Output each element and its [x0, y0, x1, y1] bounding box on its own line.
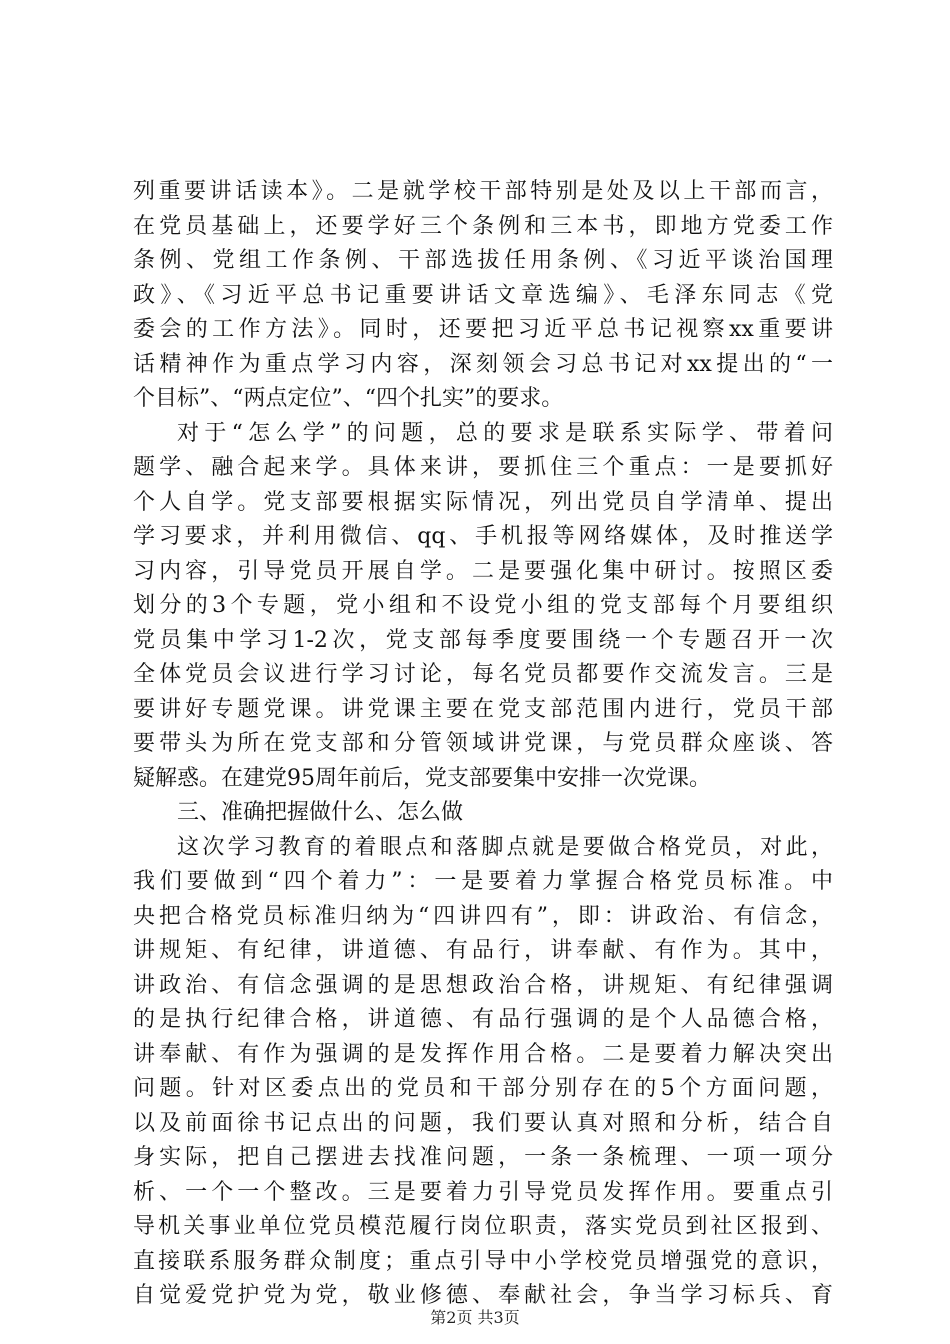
text-line: 全体党员会议进行学习讨论，每名党员都要作交流发言。三是	[133, 662, 833, 687]
text-line: 疑解惑。在建党95周年前后，党支部要集中安排一次党课。	[133, 765, 711, 791]
text-line: 列重要讲话读本》。二是就学校干部特别是处及以上干部而言，	[133, 179, 833, 204]
text-line: 要带头为所在党支部和分管领域讲党课，与党员群众座谈、答	[133, 731, 833, 756]
paragraph-first-line: 对于“怎么学”的问题，总的要求是联系实际学、带着问	[177, 420, 833, 446]
text-line: 导机关事业单位党员模范履行岗位职责，落实党员到社区报到、	[133, 1214, 833, 1239]
text-line: 个人自学。党支部要根据实际情况，列出党员自学清单、提出	[133, 489, 833, 515]
text-line: 央把合格党员标准归纳为“四讲四有”，即：讲政治、有信念，	[133, 903, 833, 929]
text-line: 我们要做到“四个着力”：一是要着力掌握合格党员标准。中	[133, 869, 833, 894]
text-line: 题学、融合起来学。具体来讲，要抓住三个重点：一是要抓好	[133, 455, 833, 480]
text-line: 话精神作为重点学习内容，深刻领会习总书记对xx提出的“一	[133, 351, 833, 377]
text-line: 个目标”、“两点定位”、“四个扎实”的要求。	[133, 386, 564, 411]
text-line: 党员集中学习1-2次，党支部每季度要围绕一个专题召开一次	[133, 627, 833, 653]
text-line: 在党员基础上，还要学好三个条例和三本书，即地方党委工作	[133, 213, 833, 239]
text-line: 条例、党组工作条例、干部选拔任用条例、《习近平谈治国理	[133, 248, 833, 273]
page-number-footer: 第2页 共3页	[430, 1308, 520, 1327]
text-line: 划分的3个专题，党小组和不设党小组的党支部每个月要组织	[133, 593, 833, 618]
text-line: 以及前面徐书记点出的问题，我们要认真对照和分析，结合自	[133, 1110, 833, 1136]
text-line: 直接联系服务群众制度；重点引导中小学校党员增强党的意识，	[133, 1248, 833, 1274]
text-line: 析、一个一个整改。三是要着力引导党员发挥作用。要重点引	[133, 1179, 833, 1205]
text-line: 讲规矩、有纪律，讲道德、有品行，讲奉献、有作为。其中，	[133, 938, 833, 963]
text-line: 讲奉献、有作为强调的是发挥作用合格。二是要着力解决突出	[133, 1041, 833, 1067]
text-line: 的是执行纪律合格，讲道德、有品行强调的是个人品德合格，	[133, 1007, 833, 1032]
text-line: 政》、《习近平总书记重要讲话文章选编》、毛泽东同志《党	[133, 282, 833, 308]
paragraph-first-line: 这次学习教育的着眼点和落脚点就是要做合格党员，对此，	[177, 834, 833, 860]
text-line: 自觉爱党护党为党，敬业修德、奉献社会，争当学习标兵、育	[133, 1283, 833, 1308]
section-heading: 三、准确把握做什么、怎么做	[177, 800, 464, 825]
text-line: 习内容，引导党员开展自学。二是要强化集中研讨。按照区委	[133, 558, 833, 584]
text-line: 要讲好专题党课。讲党课主要在党支部范围内进行，党员干部	[133, 696, 833, 722]
text-line: 身实际，把自己摆进去找准问题，一条一条梳理、一项一项分	[133, 1145, 833, 1170]
text-line: 讲政治、有信念强调的是思想政治合格，讲规矩、有纪律强调	[133, 972, 833, 998]
body-text	[133, 175, 833, 1314]
text-line: 委会的工作方法》。同时，还要把习近平总书记视察xx重要讲	[133, 317, 833, 342]
text-line: 学习要求，并利用微信、qq、手机报等网络媒体，及时推送学	[133, 524, 833, 549]
text-line: 问题。针对区委点出的党员和干部分别存在的5个方面问题，	[133, 1076, 833, 1101]
